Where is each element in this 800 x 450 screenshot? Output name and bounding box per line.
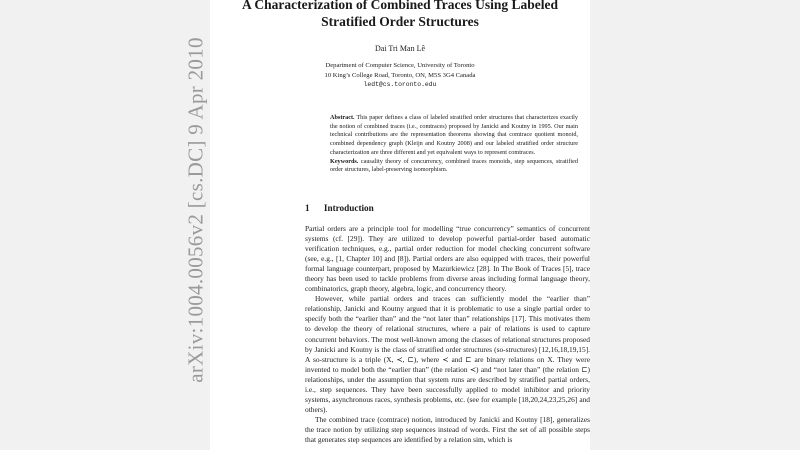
affiliation-line-2: 10 King’s College Road, Toronto, ON, M5S 3G4 Canada	[324, 71, 476, 79]
paper-title	[210, 0, 590, 30]
section-body	[305, 224, 590, 445]
paper-page[interactable]	[183, 0, 590, 450]
title-line-1: A Characterization of Combined Traces Using Labeled	[242, 0, 558, 12]
abstract	[330, 114, 578, 175]
viewer-background-left	[0, 0, 210, 450]
body-paragraph-2: However, while partial orders and traces can sufficiently model the “earlier than” relationship, Janicki and Koutny argued that it is problematic to use a single partial order to specify both the “earlier than” and the “not later than” relationships [17]. This motivates them to develop the theory of relational structures, where a pair of relations is used to capture concurrent behaviors. The most well-known among the classes of relational structures proposed by Janicki and Koutny is the class of stratified order structures (so-structures) [12,16,18,19,15]. A so-structure is a triple (X, ≺, ⊏), where ≺ and ⊏ are binary relations on X. They were invented to model both the “earlier than” (the relation ≺) and “not later than” (the relation ⊏) relationships, under the assumption that system runs are described by stratified partial orders, i.e., step sequences. They have been successfully applied to model inhibitor and priority systems, asynchronous races, synthesis problems, etc. (see for example [18,20,24,23,25,26] and others).	[305, 294, 590, 414]
abstract-paragraph	[330, 114, 578, 158]
body-paragraph-1: Partial orders are a principle tool for modelling “true concurrency” semantics of concurrent systems (cf. [29]). They are utilized to develop powerful partial-order based automatic verification techniques, e.g., partial order reduction for model checking concurrent software (see, e.g., [1, Chapter 10] and [8]). Partial orders are also equipped with traces, their powerful formal language counterpart, proposed by Mazurkiewicz [28]. In The Book of Traces [5], trace theory has been used to tackle problems from diverse areas including formal language theory, combinatorics, graph theory, algebra, logic, and concurrency theory.	[305, 224, 590, 294]
abstract-label: Abstract.	[330, 114, 355, 121]
author-name: Dai Tri Man Lê	[375, 44, 425, 53]
title-line-2: Stratified Order Structures	[321, 14, 479, 29]
author-email: ledt@cs.toronto.edu	[363, 81, 437, 89]
keywords-paragraph	[330, 158, 578, 175]
arxiv-stamp: arXiv:1004.0056v2 [cs.DC] 9 Apr 2010	[183, 37, 208, 383]
section-number: 1	[305, 203, 310, 213]
section-heading	[305, 203, 374, 213]
section-title: Introduction	[323, 203, 374, 213]
keywords-text: causality theory of concurrency, combined traces monoids, step sequences, stratified order structures, label-preserving isomorphism.	[330, 157, 578, 174]
abstract-text: This paper defines a class of labeled stratified order structures that characterizes exactly the notion of combined traces (i.e., comtraces) proposed by Janicki and Koutny in 1995. Our main technical contributions are the representation theorems showing that comtrace quotient monoid, combined dependency graph (Kleijn and Koutny 2008) and our labeled stratified order structure characterization are three different and yet equivalent ways to represent comtraces.	[330, 114, 578, 156]
body-paragraph-3: The combined trace (comtrace) notion, introduced by Janicki and Koutny [18], generalizes the trace notion by utilizing step sequences instead of words. First the set of all possible steps that generates step sequences are identified by a relation sim, which is	[305, 414, 590, 444]
keywords-label: Keywords.	[330, 157, 359, 165]
viewer-background-right	[590, 0, 800, 450]
affiliation-line-1: Department of Computer Science, University of Toronto	[325, 62, 475, 69]
affiliation	[210, 61, 590, 90]
